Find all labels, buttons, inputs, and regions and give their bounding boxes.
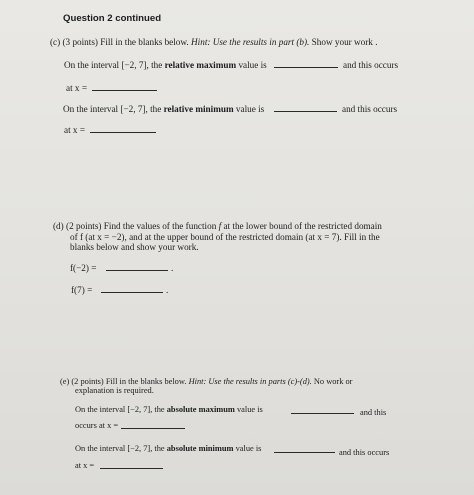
part-d-period-2: . [166,285,169,295]
part-d-line3: blanks below and show your work. [70,242,199,252]
part-e-min-value-blank[interactable] [274,444,335,453]
part-e-max-value-blank[interactable] [291,405,354,414]
part-e-line1-prefix: (e) (2 points) Fill in the blanks below. [60,377,187,386]
part-c-and-this-occurs: and this occurs [343,60,399,70]
part-c-max-value-blank[interactable] [274,59,338,68]
part-c-max-start: On the interval [−2, 7], the [64,60,163,70]
part-e-min-value-is: value is [235,444,262,453]
part-c-at-x-label-2: at x = [64,125,85,135]
part-d-line1-prefix: (d) (2 points) Find the values of the function [53,221,217,231]
part-d-period-1: . [171,263,174,273]
part-d-function-symbol: f [218,221,222,231]
part-c-and-this-occurs-2: and this occurs [342,104,398,114]
part-d-line2: of f (at x = −2), and at the upper bound of the restricted domain (at x = 7). Fill in the [70,232,380,242]
part-c-prefix: (c) (3 points) Fill in the blanks below. [50,37,189,47]
part-c-min-line [63,104,264,115]
part-e-max-line [75,405,263,416]
part-d-f7-label: f(7) = [71,285,93,295]
part-e-min-line [75,444,261,455]
part-e-occurs-at-x-label: occurs at x = [75,421,119,430]
part-d-f7-blank[interactable] [101,284,163,293]
part-e-line1-suffix: No work or [313,377,353,386]
part-c-max-x-blank[interactable] [92,82,157,91]
part-d-line1-suffix: at the lower bound of the restricted domain [223,221,382,231]
part-e-min-label: absolute minimum [166,444,234,453]
part-e-min-start: On the interval [−2, 7], the [75,444,165,453]
part-e-max-label: absolute maximum [166,405,235,414]
part-c-min-label: relative minimum [163,104,234,114]
part-c-min-start: On the interval [−2, 7], the [63,104,162,114]
part-c-min-value-blank[interactable] [274,103,337,112]
question-heading: Question 2 continued [63,13,162,24]
part-e-hint: Hint: Use the results in parts (c)-(d). [188,377,312,386]
part-c-max-line [64,60,267,71]
part-c-at-x-label: at x = [66,83,87,93]
part-e-max-start: On the interval [−2, 7], the [75,405,165,414]
part-d-f-neg2-blank[interactable] [106,262,168,271]
part-e-and-this: and this [360,408,387,417]
part-d-f-neg2-label: f(−2) = [70,263,97,273]
part-c-instructions [50,37,378,48]
part-c-min-x-blank[interactable] [90,124,156,133]
part-e-max-value-is: value is [236,405,263,414]
part-e-max-x-blank[interactable] [121,420,185,429]
part-e-at-x-label: at x = [75,461,95,470]
part-c-hint: Hint: Use the results in part (b). [191,37,310,47]
part-c-max-value-is: value is [238,60,267,70]
part-c-suffix: Show your work . [311,37,378,47]
part-e-and-this-occurs: and this occurs [339,448,390,457]
part-c-min-value-is: value is [235,104,265,114]
part-c-max-label: relative maximum [164,60,237,70]
part-e-min-x-blank[interactable] [100,460,163,469]
part-e-line2: explanation is required. [75,386,154,395]
part-d-line1 [53,221,382,232]
